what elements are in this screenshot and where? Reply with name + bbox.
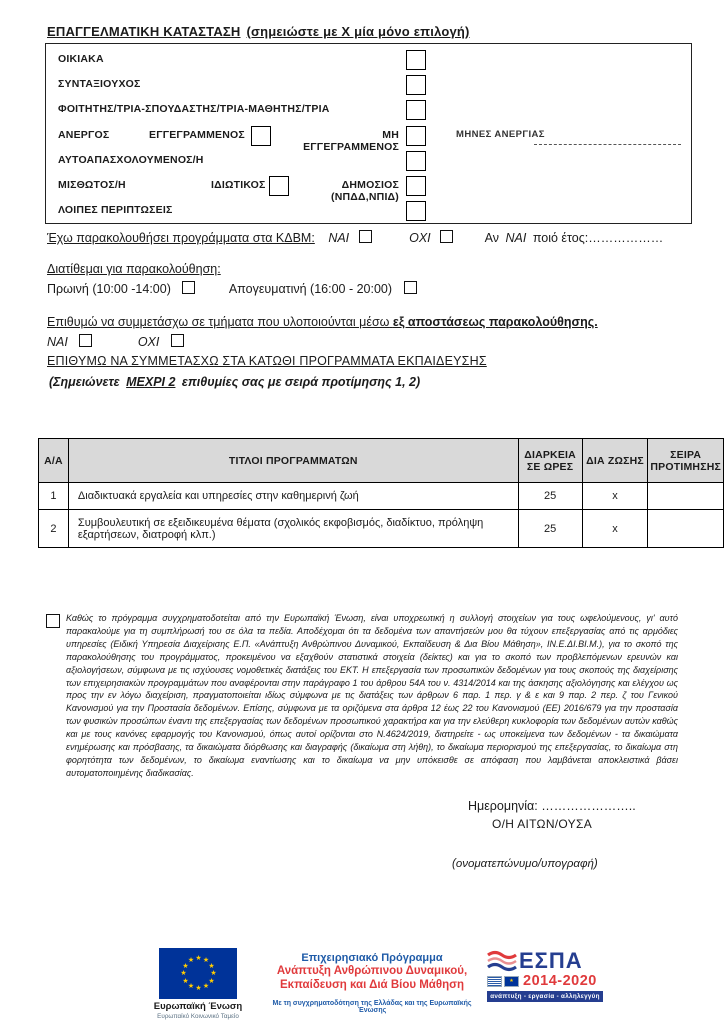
option-label-syntaxiouxos: ΣΥΝΤΑΞΙΟΥΧΟΣ — [58, 78, 141, 90]
header-duration: ΔΙΑΡΚΕΙΑ ΣΕ ΩΡΕΣ — [518, 439, 582, 483]
eu-star-icon: ★ — [202, 957, 210, 964]
employment-row-anergos — [46, 126, 691, 153]
employment-options-box — [45, 43, 692, 224]
eu-star-icon: ★ — [182, 977, 189, 985]
table-header-row — [39, 439, 724, 483]
misthotos-public-label: ΔΗΜΟΣΙΟΣ (ΝΠΔΔ,ΝΠΙΔ) — [331, 179, 399, 203]
eu-star-icon: ★ — [187, 957, 195, 964]
program-line1: Επιχειρησιακό Πρόγραμμα — [301, 952, 443, 964]
afternoon-checkbox[interactable] — [404, 281, 417, 294]
date-field[interactable]: ………………….. — [541, 799, 636, 813]
row1-live: x — [582, 483, 648, 510]
espa-tagline: ανάπτυξη - εργασία - αλληλεγγύη — [487, 991, 603, 1002]
cofinance-label: Με τη συγχρηματοδότηση της Ελλάδας και της Ευρωπαϊκής Ένωσης — [272, 1000, 472, 1014]
eu-star-icon: ★ — [210, 970, 217, 977]
espa-wordmark: ΕΣΠΑ — [519, 948, 583, 973]
misthotos-private-label: ΙΔΙΩΤΙΚΟΣ — [211, 179, 266, 191]
greek-flag-icon — [487, 976, 502, 987]
header-titles: ΤΙΤΛΟΙ ΠΡΟΓΡΑΜΜΑΤΩΝ — [68, 439, 518, 483]
kdbm-if-yes-nai: ΝΑΙ — [505, 231, 527, 245]
eu-star-icon: ★ — [182, 962, 189, 970]
morning-option-label: Πρωινή (10:00 -14:00) — [47, 282, 171, 296]
distance-no-label: ΟΧΙ — [137, 335, 160, 349]
eu-star-icon: ★ — [187, 982, 195, 990]
option-label-loipes: ΛΟΙΠΕΣ ΠΕΡΙΠΤΩΣΕΙΣ — [58, 204, 173, 216]
misthotos-public-checkbox[interactable] — [406, 176, 426, 196]
distance-statement-line — [47, 315, 598, 329]
kdbm-if-yes-pre: Αν — [484, 231, 500, 245]
employment-title-text: ΕΠΑΓΓΕΛΜΑΤΙΚΗ ΚΑΤΑΣΤΑΣΗ — [47, 24, 241, 39]
espa-waves-icon — [487, 950, 517, 972]
espa-logo-block — [487, 950, 607, 1002]
row2-live: x — [582, 510, 648, 548]
loipes-checkbox[interactable] — [406, 201, 426, 221]
kdbm-question-line — [47, 230, 663, 245]
afternoon-option-label: Απογευματινή (16:00 - 20:00) — [228, 282, 393, 296]
option-label-foititis: ΦΟΙΤΗΤΗΣ/ΤΡΙΑ-ΣΠΟΥΔΑΣΤΗΣ/ΤΡΙΑ-ΜΑΘΗΤΗΣ/ΤΡΙΑ — [58, 103, 330, 115]
kdbm-year-field[interactable]: ……………… — [588, 231, 664, 245]
employment-row-misthotos — [46, 176, 691, 203]
consent-block — [46, 612, 678, 780]
option-label-misthotos: ΜΙΣΘΩΤΟΣ/Η — [58, 179, 126, 191]
distance-yes-label: ΝΑΙ — [47, 335, 68, 349]
eu-social-fund-label: Ευρωπαϊκό Κοινωνικό Ταμείο — [157, 1013, 239, 1020]
operational-program-block — [262, 952, 482, 1014]
program-line2: Ανάπτυξη Ανθρώπινου Δυναμικού, — [276, 965, 468, 977]
distance-no-checkbox[interactable] — [171, 334, 184, 347]
anergos-registered-checkbox[interactable] — [251, 126, 271, 146]
distance-yes-no-line — [47, 334, 184, 349]
footer-logos — [0, 946, 724, 1018]
eu-star-icon: ★ — [180, 970, 187, 977]
availability-heading: Διατίθεμαι για παρακολούθηση: — [47, 262, 221, 276]
eu-flag-icon — [159, 948, 237, 999]
eu-star-icon: ★ — [195, 985, 202, 992]
employment-title-note: (σημειώστε με Χ μία μόνο επιλογή) — [246, 24, 470, 39]
eu-star-icon: ★ — [208, 977, 215, 985]
row2-title: Συμβουλευτική σε εξειδικευμένα θέματα (σχολικός εκφοβισμός, διαδίκτυο, πρόληψη εξαρτήσεων, διατροφή κλπ.) — [68, 510, 518, 548]
espa-top-row — [487, 950, 607, 972]
kdbm-no-label: ΟΧΙ — [409, 231, 431, 245]
consent-checkbox[interactable] — [46, 614, 60, 628]
months-unemployed-label: ΜΗΝΕΣ ΑΝΕΡΓΙΑΣ — [456, 129, 545, 140]
eu-logo-block — [148, 948, 248, 1020]
espa-years: 2014-2020 — [523, 973, 597, 989]
availability-options-line — [47, 281, 417, 296]
table-row-1 — [39, 483, 724, 510]
distance-statement-text: Επιθυμώ να συμμετάσχω σε τμήματα που υλοποιούνται μέσω εξ αποστάσεως παρακολούθησης. — [47, 315, 598, 329]
row1-num: 1 — [39, 483, 69, 510]
option-label-oikiaka: ΟΙΚΙΑΚΑ — [58, 53, 104, 65]
table-row-2 — [39, 510, 724, 548]
employment-row-syntaxiouxos — [46, 75, 691, 97]
programs-subheading — [49, 375, 420, 389]
consent-text: Καθώς το πρόγραμμα συγχρηματοδοτείται από την Ευρωπαϊκή Ένωση, είναι υποχρεωτική η συλλογή στοιχείων για τους ωφελούμενους, γι' αυτό παρακαλούμε για τη συμπλήρωσή του σε όλα τα πεδία. Αποδέχομαι ότι τα δεδομένα των απαντήσεών μου θα τύχουν επεξεργασίας από τις αρμόδιες υπηρεσίες (Ειδική Υπηρεσία Διαχείρισης Ε.Π. «Ανάπτυξη Ανθρώπινου Δυναμικού, Εκπαίδευση & Δια Βίου Μάθηση», ΙΝ.Ε.ΔΙ.ΒΙ.Μ.), για το σκοπό της παρακολούθησης του προγράμματος, προκειμένου να εξαχθούν στατιστικά στοιχεία (δείκτες) και για το σκοπό των προβλεπόμενων ερευνών και αξιολογήσεων, σύμφωνα με τις ισχύουσες νομοθετικές διατάξεις του ΕΚΤ. Η επεξεργασία των προσωπικών δεδομένων για τους σκοπούς της διαχείρισης των επιχειρησιακών προγραμμάτων που αναφέρονται στην παράγραφο 1 του άρθρου 54Α του ν. 4314/2014 και της άσκησης αξιολόγησης και ελέγχου ως προς την εν λόγω διαχείριση, πραγματοποιείται ιδίως σύμφωνα με τις διατάξεις των άρθρων 6 παρ. 1 περ. γ & ε και 9 παρ. 2 περ. ζ του Γενικού Κανονισμού για την Προστασία δεδομένων. Επίσης, σύμφωνα με τα οριζόμενα στα άρθρα 12 έως 22 του Κανονισμού (ΕΕ) 2016/679 για την προστασία των φυσικών προσώπων έναντι της επεξεργασίας των δεδομένων προσωπικού χαρακτήρα και για την ελεύθερη κυκλοφορία των δεδομένων αυτών καθώς και με τους κανόνες εφαρμογής του Κανονισμού, όπως αυτοί ορίζονται στο Ν.4624/2019, διατηρείτε - ως υποκείμενα των δεδομένων - τα δικαιώματα ενημέρωσης και πρόσβασης, τα δικαιώματα διόρθωσης και διαγραφής (δικαίωμα στη λήθη), το δικαίωμα περιορισμού της επεξεργασίας, το δικαίωμα στη φορητότητα των δεδομένων, το δικαίωμα εναντίωσης και το δικαίωμα να μην υπόκεισθε σε απόφαση που λαμβάνεται αποκλειστικά βάσει αυτοματοποιημένης διαδικασίας. — [66, 613, 678, 778]
kdbm-yes-checkbox[interactable] — [359, 230, 372, 243]
programs-heading: ΕΠΙΘΥΜΩ ΝΑ ΣΥΜΜΕΤΑΣΧΩ ΣΤΑ ΚΑΤΩΘΙ ΠΡΟΓΡΑΜΜΑΤΑ ΕΚΠΑΙΔΕΥΣΗΣ — [47, 354, 487, 368]
option-label-autoapasxoloumenos: ΑΥΤΟΑΠΑΣΧΟΛΟΥΜΕΝΟΣ/Η — [58, 154, 204, 166]
header-preference: ΣΕΙΡΑ ΠΡΟΤΙΜΗΣΗΣ — [648, 439, 724, 483]
date-label: Ημερομηνία: — [468, 799, 538, 813]
option-label-anergos: ΑΝΕΡΓΟΣ — [58, 129, 110, 141]
date-line — [468, 799, 636, 813]
program-line3: Εκπαίδευση και Διά Βίου Μάθηση — [279, 979, 465, 991]
morning-checkbox[interactable] — [182, 281, 195, 294]
anergos-not-registered-label: ΜΗ ΕΓΓΕΓΡΑΜΜΕΝΟΣ — [303, 129, 399, 153]
row2-preference-cell[interactable] — [648, 510, 724, 548]
foititis-checkbox[interactable] — [406, 100, 426, 120]
eu-mini-flag-icon: ★ — [504, 976, 519, 987]
employment-row-foititis — [46, 100, 691, 122]
kdbm-if-yes-post: ποιό έτος: — [532, 231, 589, 245]
anergos-not-registered-checkbox[interactable] — [406, 126, 426, 146]
employment-row-oikiaka — [46, 50, 691, 72]
programs-sub-underline: ΜΕΧΡΙ 2 — [126, 375, 176, 389]
months-unemployed-field[interactable] — [534, 143, 681, 145]
kdbm-no-checkbox[interactable] — [440, 230, 453, 243]
kdbm-yes-label: ΝΑΙ — [328, 231, 350, 245]
programs-table — [38, 438, 724, 548]
eu-union-label: Ευρωπαϊκή Ένωση — [153, 1001, 243, 1012]
espa-middle-row — [487, 973, 607, 989]
employment-row-autoapasxoloumenos — [46, 151, 691, 173]
signature-name-label: (ονοματεπώνυμο/υπογραφή) — [452, 858, 598, 870]
syntaxiouxos-checkbox[interactable] — [406, 75, 426, 95]
kdbm-question-text: Έχω παρακολουθήσει προγράμματα στα ΚΔΒΜ: — [47, 231, 315, 245]
employment-section-title — [47, 24, 470, 39]
header-live: ΔΙΑ ΖΩΣΗΣ — [582, 439, 648, 483]
row2-hours: 25 — [518, 510, 582, 548]
programs-sub-post: επιθυμίες σας με σειρά προτίμησης 1, 2) — [181, 375, 421, 389]
eu-star-icon: ★ — [208, 962, 215, 970]
distance-yes-checkbox[interactable] — [79, 334, 92, 347]
applicant-label: Ο/Η ΑΙΤΩΝ/ΟΥΣΑ — [492, 817, 593, 831]
eu-star-icon: ★ — [195, 955, 202, 962]
distance-statement-bold: εξ αποστάσεως παρακολούθησης. — [392, 315, 598, 329]
row1-hours: 25 — [518, 483, 582, 510]
row1-title: Διαδικτυακά εργαλεία και υπηρεσίες στην καθημερινή ζωή — [68, 483, 518, 510]
autoapasxoloumenos-checkbox[interactable] — [406, 151, 426, 171]
header-aa: Α/Α — [39, 439, 69, 483]
programs-sub-pre: (Σημειώνετε — [49, 375, 120, 389]
row2-num: 2 — [39, 510, 69, 548]
row1-preference-cell[interactable] — [648, 483, 724, 510]
anergos-registered-label: ΕΓΓΕΓΡΑΜΜΕΝΟΣ — [149, 129, 245, 141]
employment-row-loipes — [46, 201, 691, 223]
oikiaka-checkbox[interactable] — [406, 50, 426, 70]
eu-star-icon: ★ — [202, 982, 210, 990]
misthotos-private-checkbox[interactable] — [269, 176, 289, 196]
